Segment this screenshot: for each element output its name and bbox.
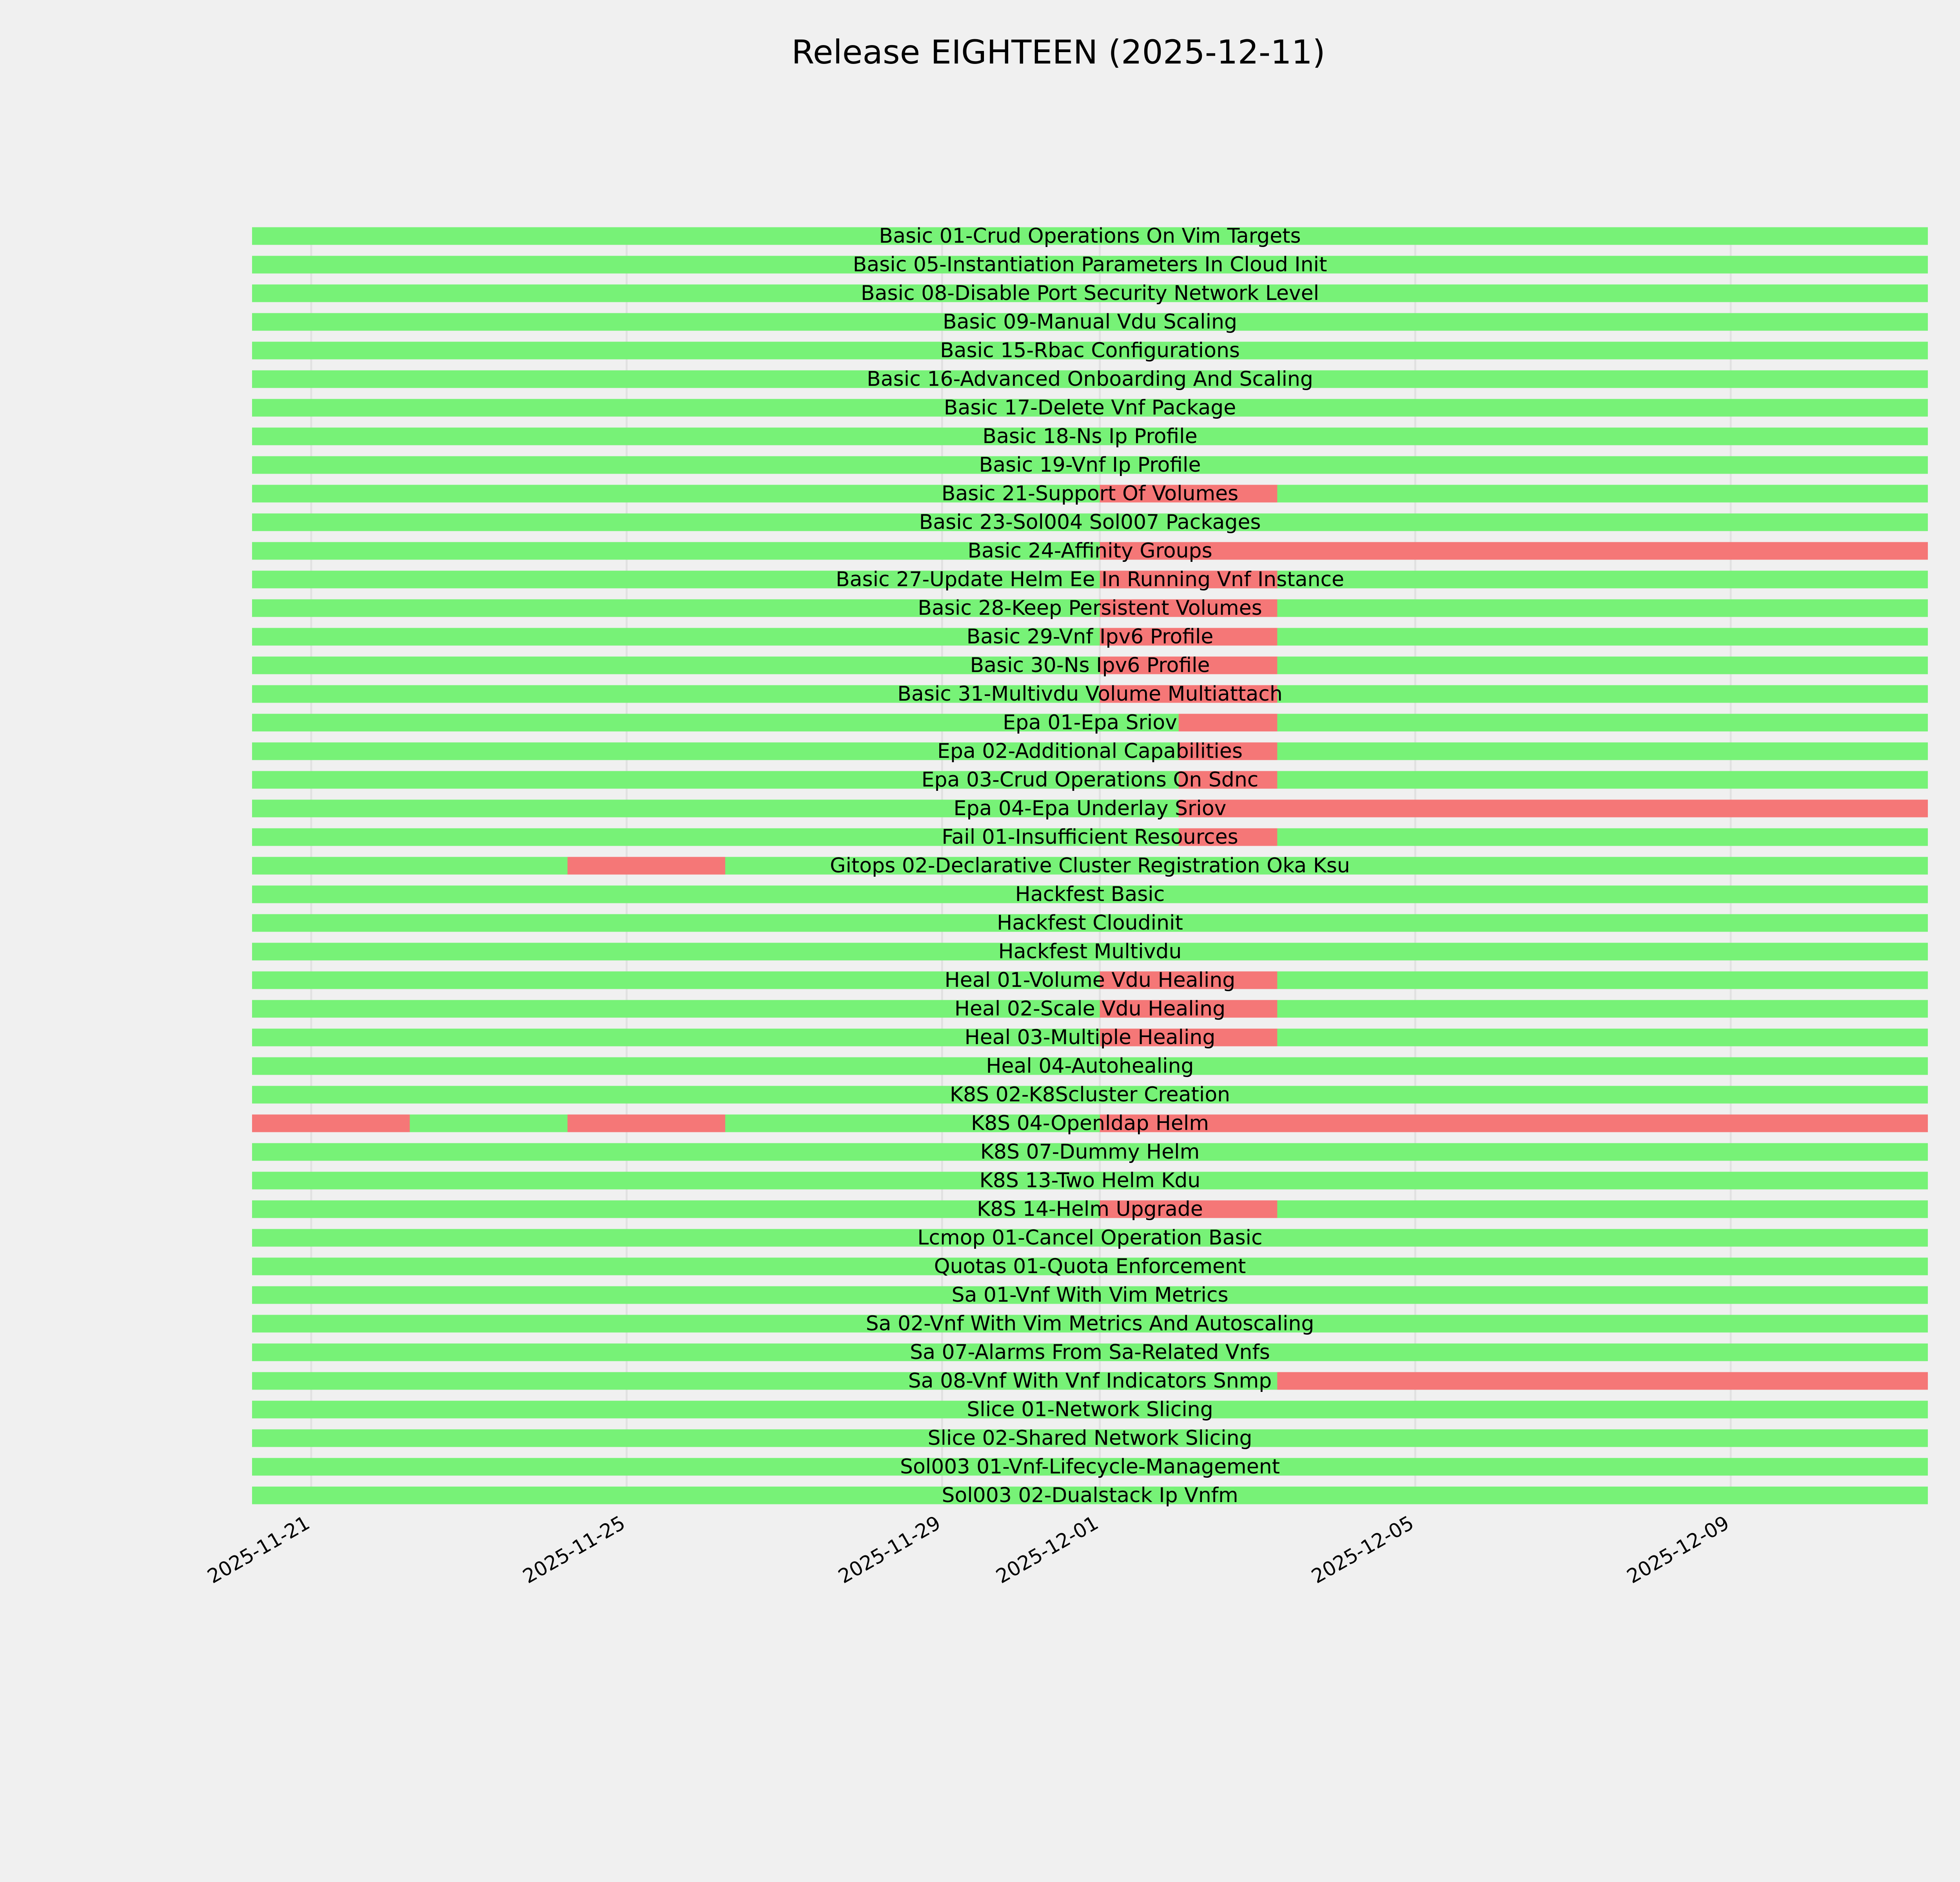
row-label: Basic 28-Keep Persistent Volumes: [918, 596, 1262, 620]
row-label: Sa 08-Vnf With Vnf Indicators Snmp: [908, 1369, 1272, 1393]
row-label: Basic 01-Crud Operations On Vim Targets: [879, 224, 1301, 248]
row-label: Basic 31-Multivdu Volume Multiattach: [897, 682, 1283, 706]
row-label: Lcmop 01-Cancel Operation Basic: [917, 1226, 1263, 1250]
row-label: Slice 01-Network Slicing: [967, 1398, 1213, 1421]
row-label: Basic 21-Support Of Volumes: [941, 482, 1239, 505]
row-label: Quotas 01-Quota Enforcement: [934, 1255, 1246, 1278]
row-label: Hackfest Cloudinit: [997, 911, 1183, 935]
row-label: Basic 29-Vnf Ipv6 Profile: [966, 625, 1214, 649]
chart-title: Release EIGHTEEN (2025-12-11): [791, 33, 1325, 71]
row-label: K8S 02-K8Scluster Creation: [949, 1083, 1230, 1106]
row-label: Sol003 02-Dualstack Ip Vnfm: [942, 1484, 1238, 1507]
row-label: Fail 01-Insufficient Resources: [942, 825, 1238, 849]
x-tick-label: 2025-11-25: [519, 1511, 629, 1588]
fail-bar: [1100, 1115, 1928, 1132]
row-label: Basic 30-Ns Ipv6 Profile: [970, 654, 1210, 677]
row-label: Sol003 01-Vnf-Lifecycle-Management: [900, 1455, 1280, 1479]
x-tick-label: 2025-11-29: [834, 1511, 945, 1588]
fail-bar: [1277, 1372, 1928, 1390]
fail-bar: [568, 1115, 725, 1132]
row-label: Epa 02-Additional Capabilities: [937, 739, 1243, 763]
x-tick-label: 2025-12-09: [1623, 1511, 1733, 1588]
row-label: Heal 03-Multiple Healing: [964, 1026, 1216, 1049]
fail-bar: [568, 857, 725, 875]
row-label: Basic 09-Manual Vdu Scaling: [942, 310, 1238, 334]
row-label: Slice 02-Shared Network Slicing: [927, 1426, 1252, 1450]
row-label: Basic 05-Instantiation Parameters In Cloud Init: [853, 253, 1327, 276]
row-label: Sa 07-Alarms From Sa-Related Vnfs: [910, 1341, 1270, 1364]
row-label: Basic 27-Update Helm Ee In Running Vnf Instance: [835, 568, 1345, 591]
row-label: Epa 01-Epa Sriov: [1003, 711, 1177, 734]
row-label: Basic 16-Advanced Onboarding And Scaling: [867, 367, 1313, 391]
fail-bar: [1100, 542, 1928, 560]
fail-bar: [1179, 714, 1277, 732]
row-label: Basic 17-Delete Vnf Package: [944, 396, 1236, 420]
row-label: Hackfest Basic: [1015, 883, 1165, 906]
x-tick-label: 2025-12-05: [1307, 1511, 1418, 1588]
row-label: Heal 01-Volume Vdu Healing: [944, 968, 1236, 992]
x-tick-label: 2025-12-01: [992, 1511, 1102, 1588]
row-label: K8S 14-Helm Upgrade: [977, 1197, 1203, 1221]
row-label: Epa 04-Epa Underlay Sriov: [953, 797, 1227, 820]
row-label: Basic 08-Disable Port Security Network Level: [860, 282, 1319, 305]
row-label: Basic 15-Rbac Configurations: [940, 339, 1240, 362]
row-label: Heal 04-Autohealing: [986, 1054, 1194, 1078]
row-label: K8S 13-Two Helm Kdu: [979, 1169, 1201, 1192]
row-label: K8S 04-Openldap Helm: [971, 1112, 1209, 1135]
row-labels: [830, 224, 1350, 1507]
row-label: Heal 02-Scale Vdu Healing: [954, 997, 1226, 1021]
row-label: Epa 03-Crud Operations On Sdnc: [921, 768, 1259, 792]
row-label: Basic 19-Vnf Ip Profile: [979, 453, 1201, 477]
row-label: Sa 01-Vnf With Vim Metrics: [951, 1283, 1229, 1307]
fail-bar: [1179, 800, 1928, 817]
x-tick-label: 2025-11-21: [203, 1511, 314, 1588]
row-label: Sa 02-Vnf With Vim Metrics And Autoscaling: [866, 1312, 1314, 1335]
row-label: Gitops 02-Declarative Cluster Registration Oka Ksu: [830, 854, 1350, 877]
row-label: Hackfest Multivdu: [998, 940, 1182, 963]
row-label: K8S 07-Dummy Helm: [980, 1140, 1200, 1164]
fail-bar: [252, 1115, 410, 1132]
row-label: Basic 24-Affinity Groups: [967, 539, 1212, 563]
row-label: Basic 18-Ns Ip Profile: [982, 425, 1198, 448]
x-axis-ticks: [203, 1511, 1733, 1588]
row-label: Basic 23-Sol004 Sol007 Packages: [919, 510, 1261, 534]
